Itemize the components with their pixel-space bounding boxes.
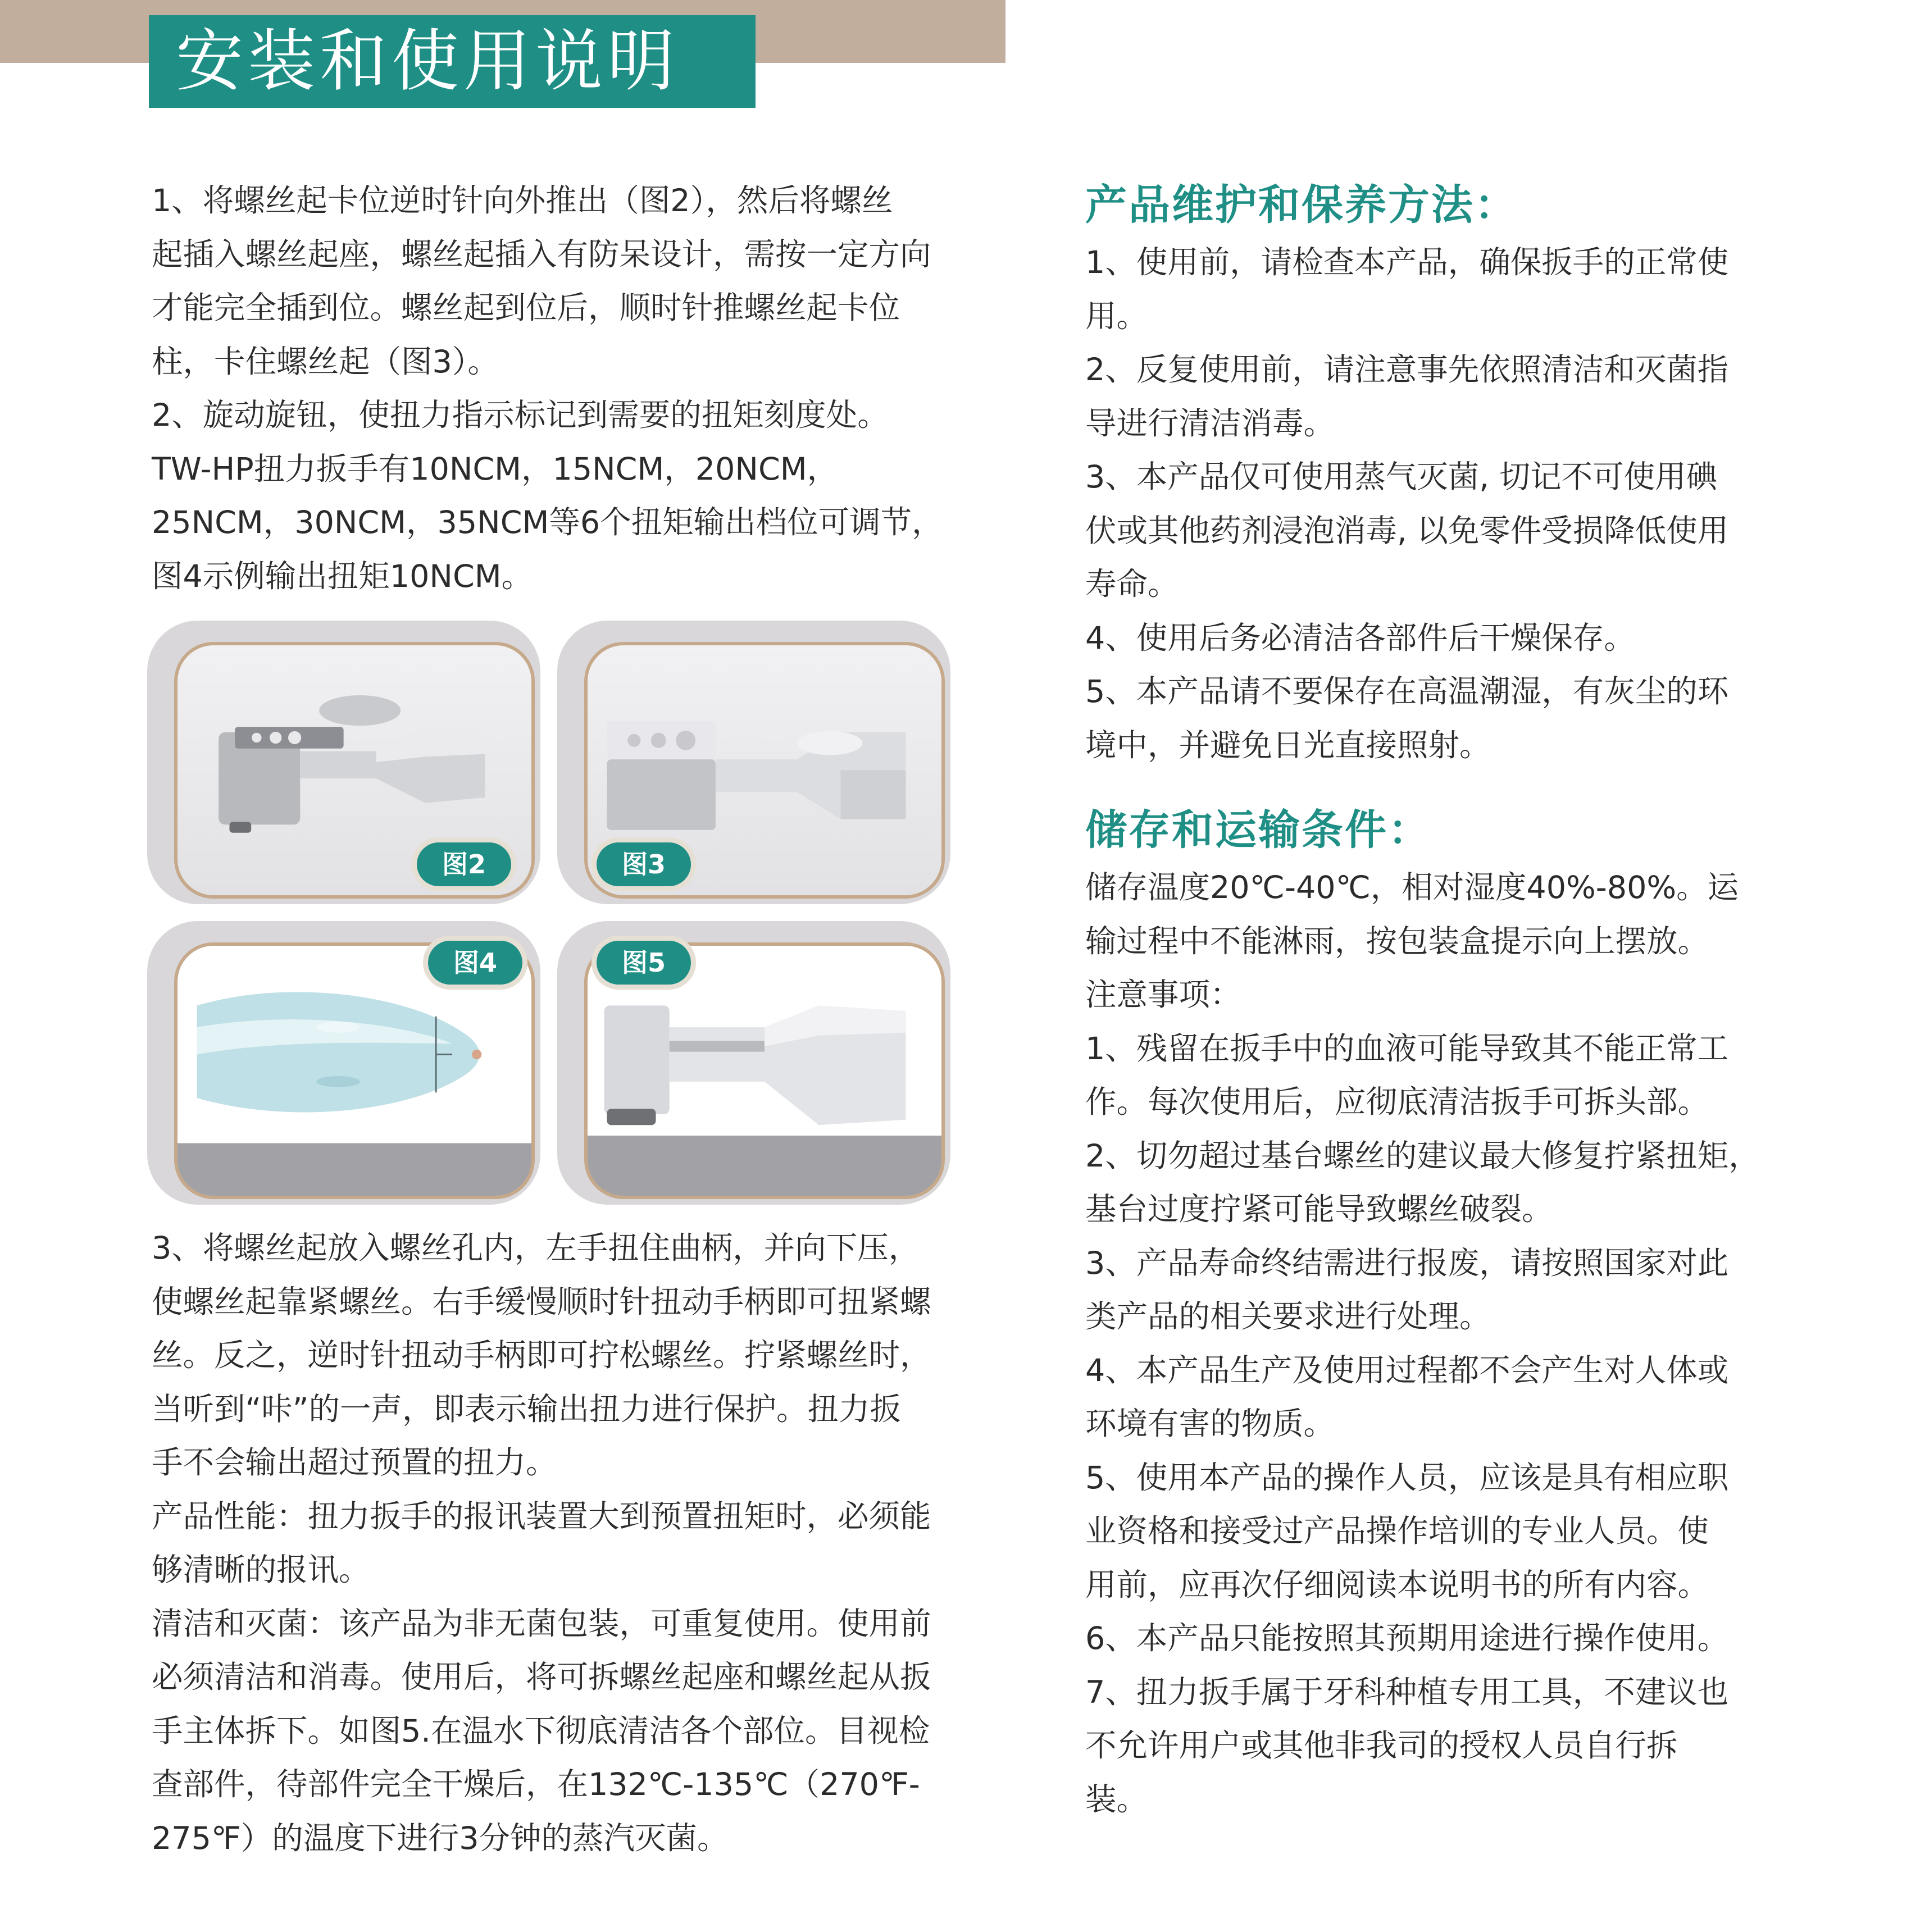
figure-5 [557,921,950,1205]
text-line: 1、残留在扳手中的血液可能导致其不能正常工 [1085,1030,1729,1067]
text-line: 够清晰的报讯。 [152,1552,370,1588]
text-line: 境中，并避免日光直接照射。 [1085,727,1491,764]
figure-4-label: 图4 [428,941,522,985]
text-line: 手主体拆下。如图5.在温水下彻底清洁各个部位。目视检 [152,1712,930,1749]
text-line: 丝。反之，逆时针扭动手柄即可拧松螺丝。拧紧螺丝时， [152,1337,931,1374]
figure-3-label: 图3 [597,842,691,886]
text-line: 2、旋动旋钮，使扭力指示标记到需要的扭矩刻度处。 [152,397,889,434]
text-line: 输过程中不能淋雨，按包装盒提示向上摆放。 [1085,923,1709,960]
text-line: 2、切勿超过基台螺丝的建议最大修复拧紧扭矩， [1085,1137,1760,1174]
text-line: 5、本产品请不要保存在高温潮湿，有灰尘的环 [1085,673,1729,710]
right-column [1085,174,1894,1826]
text-line: 4、使用后务必清洁各部件后干燥保存。 [1085,619,1635,657]
text-line: 必须清洁和消毒。使用后，将可拆螺丝起座和螺丝起从扳 [152,1659,931,1696]
figure-4 [147,921,540,1205]
text-line: 产品性能：扭力扳手的报讯装置大到预置扭矩时，必须能 [152,1498,931,1535]
text-line: TW-HP扭力扳手有10NCM，15NCM，20NCM， [152,450,839,487]
text-line: 4、本产品生产及使用过程都不会产生对人体或 [1085,1352,1729,1389]
installation-steps-top [152,174,994,603]
text-line: 注意事项： [1085,977,1241,1013]
text-line: 装。 [1085,1781,1148,1818]
text-line: 1、使用前，请检查本产品，确保扳手的正常使 [1085,244,1729,281]
figure-3 [557,621,950,904]
figure-2 [147,621,540,904]
text-line: 基台过度拧紧可能导致螺丝破裂。 [1085,1191,1553,1228]
storage-heading: 储存和运输条件： [1085,806,1431,854]
page-title: 安装和使用说明 [149,15,756,108]
text-line: 导进行清洁消毒。 [1085,405,1335,442]
text-line: 清洁和灭菌：该产品为非无菌包装，可重复使用。使用前 [152,1605,931,1642]
text-line: 6、本产品只能按照其预期用途进行操作使用。 [1085,1620,1729,1657]
text-line: 1、将螺丝起卡位逆时针向外推出（图2），然后将螺丝 [152,183,893,219]
text-line: 2、反复使用前，请注意事先依照清洁和灭菌指 [1085,352,1729,388]
text-line: 3、将螺丝起放入螺丝孔内，左手扭住曲柄，并向下压， [152,1230,920,1266]
figure-5-label: 图5 [597,941,691,985]
text-line: 起插入螺丝起座，螺丝起插入有防呆设计，需按一定方向 [152,236,931,273]
text-line: 寿命。 [1085,566,1179,603]
text-line: 柱，卡住螺丝起（图3）。 [152,343,499,380]
text-line: 3、产品寿命终结需进行报废，请按照国家对此 [1085,1245,1729,1282]
text-line: 业资格和接受过产品操作培训的专业人员。使 [1085,1513,1709,1550]
text-line: 3、本产品仅可使用蒸气灭菌, 切记不可使用碘 [1085,459,1718,495]
section-spacer [1085,772,1894,799]
text-line: 275℉）的温度下进行3分钟的蒸汽灭菌。 [152,1820,729,1857]
text-line: 5、使用本产品的操作人员，应该是具有相应职 [1085,1459,1729,1496]
figure-grid [147,621,957,1205]
text-line: 用前，应再次仔细阅读本说明书的所有内容。 [1085,1566,1709,1603]
text-line: 不允许用户或其他非我司的授权人员自行拆 [1085,1728,1678,1764]
text-line: 伏或其他药剂浸泡消毒, 以免零件受损降低使用 [1085,512,1729,549]
text-line: 储存温度20℃-40℃，相对湿度40%-80%。运 [1085,869,1739,906]
text-line: 7、扭力扳手属于牙科种植专用工具，不建议也 [1085,1674,1729,1711]
text-line: 环境有害的物质。 [1085,1406,1335,1442]
text-line: 查部件，待部件完全干燥后，在132℃-135℃（270℉- [152,1766,920,1803]
text-line: 类产品的相关要求进行处理。 [1085,1298,1491,1335]
text-line: 作。每次使用后，应彻底清洁扳手可拆头部。 [1085,1084,1709,1120]
maintenance-heading: 产品维护和保养方法： [1085,181,1518,229]
figure-2-label: 图2 [417,842,511,886]
text-line: 才能完全插到位。螺丝起到位后，顺时针推螺丝起卡位 [152,290,900,326]
installation-steps-bottom [152,1222,994,1865]
text-line: 图4示例输出扭矩10NCM。 [152,558,533,595]
text-line: 手不会输出超过预置的扭力。 [152,1445,557,1481]
text-line: 用。 [1085,298,1148,335]
text-line: 使螺丝起靠紧螺丝。右手缓慢顺时针扭动手柄即可扭紧螺 [152,1283,931,1320]
text-line: 25NCM，30NCM，35NCM等6个扭矩输出档位可调节， [152,504,943,541]
text-line: 当听到“咔”的一声，即表示输出扭力进行保护。扭力扳 [152,1391,902,1428]
